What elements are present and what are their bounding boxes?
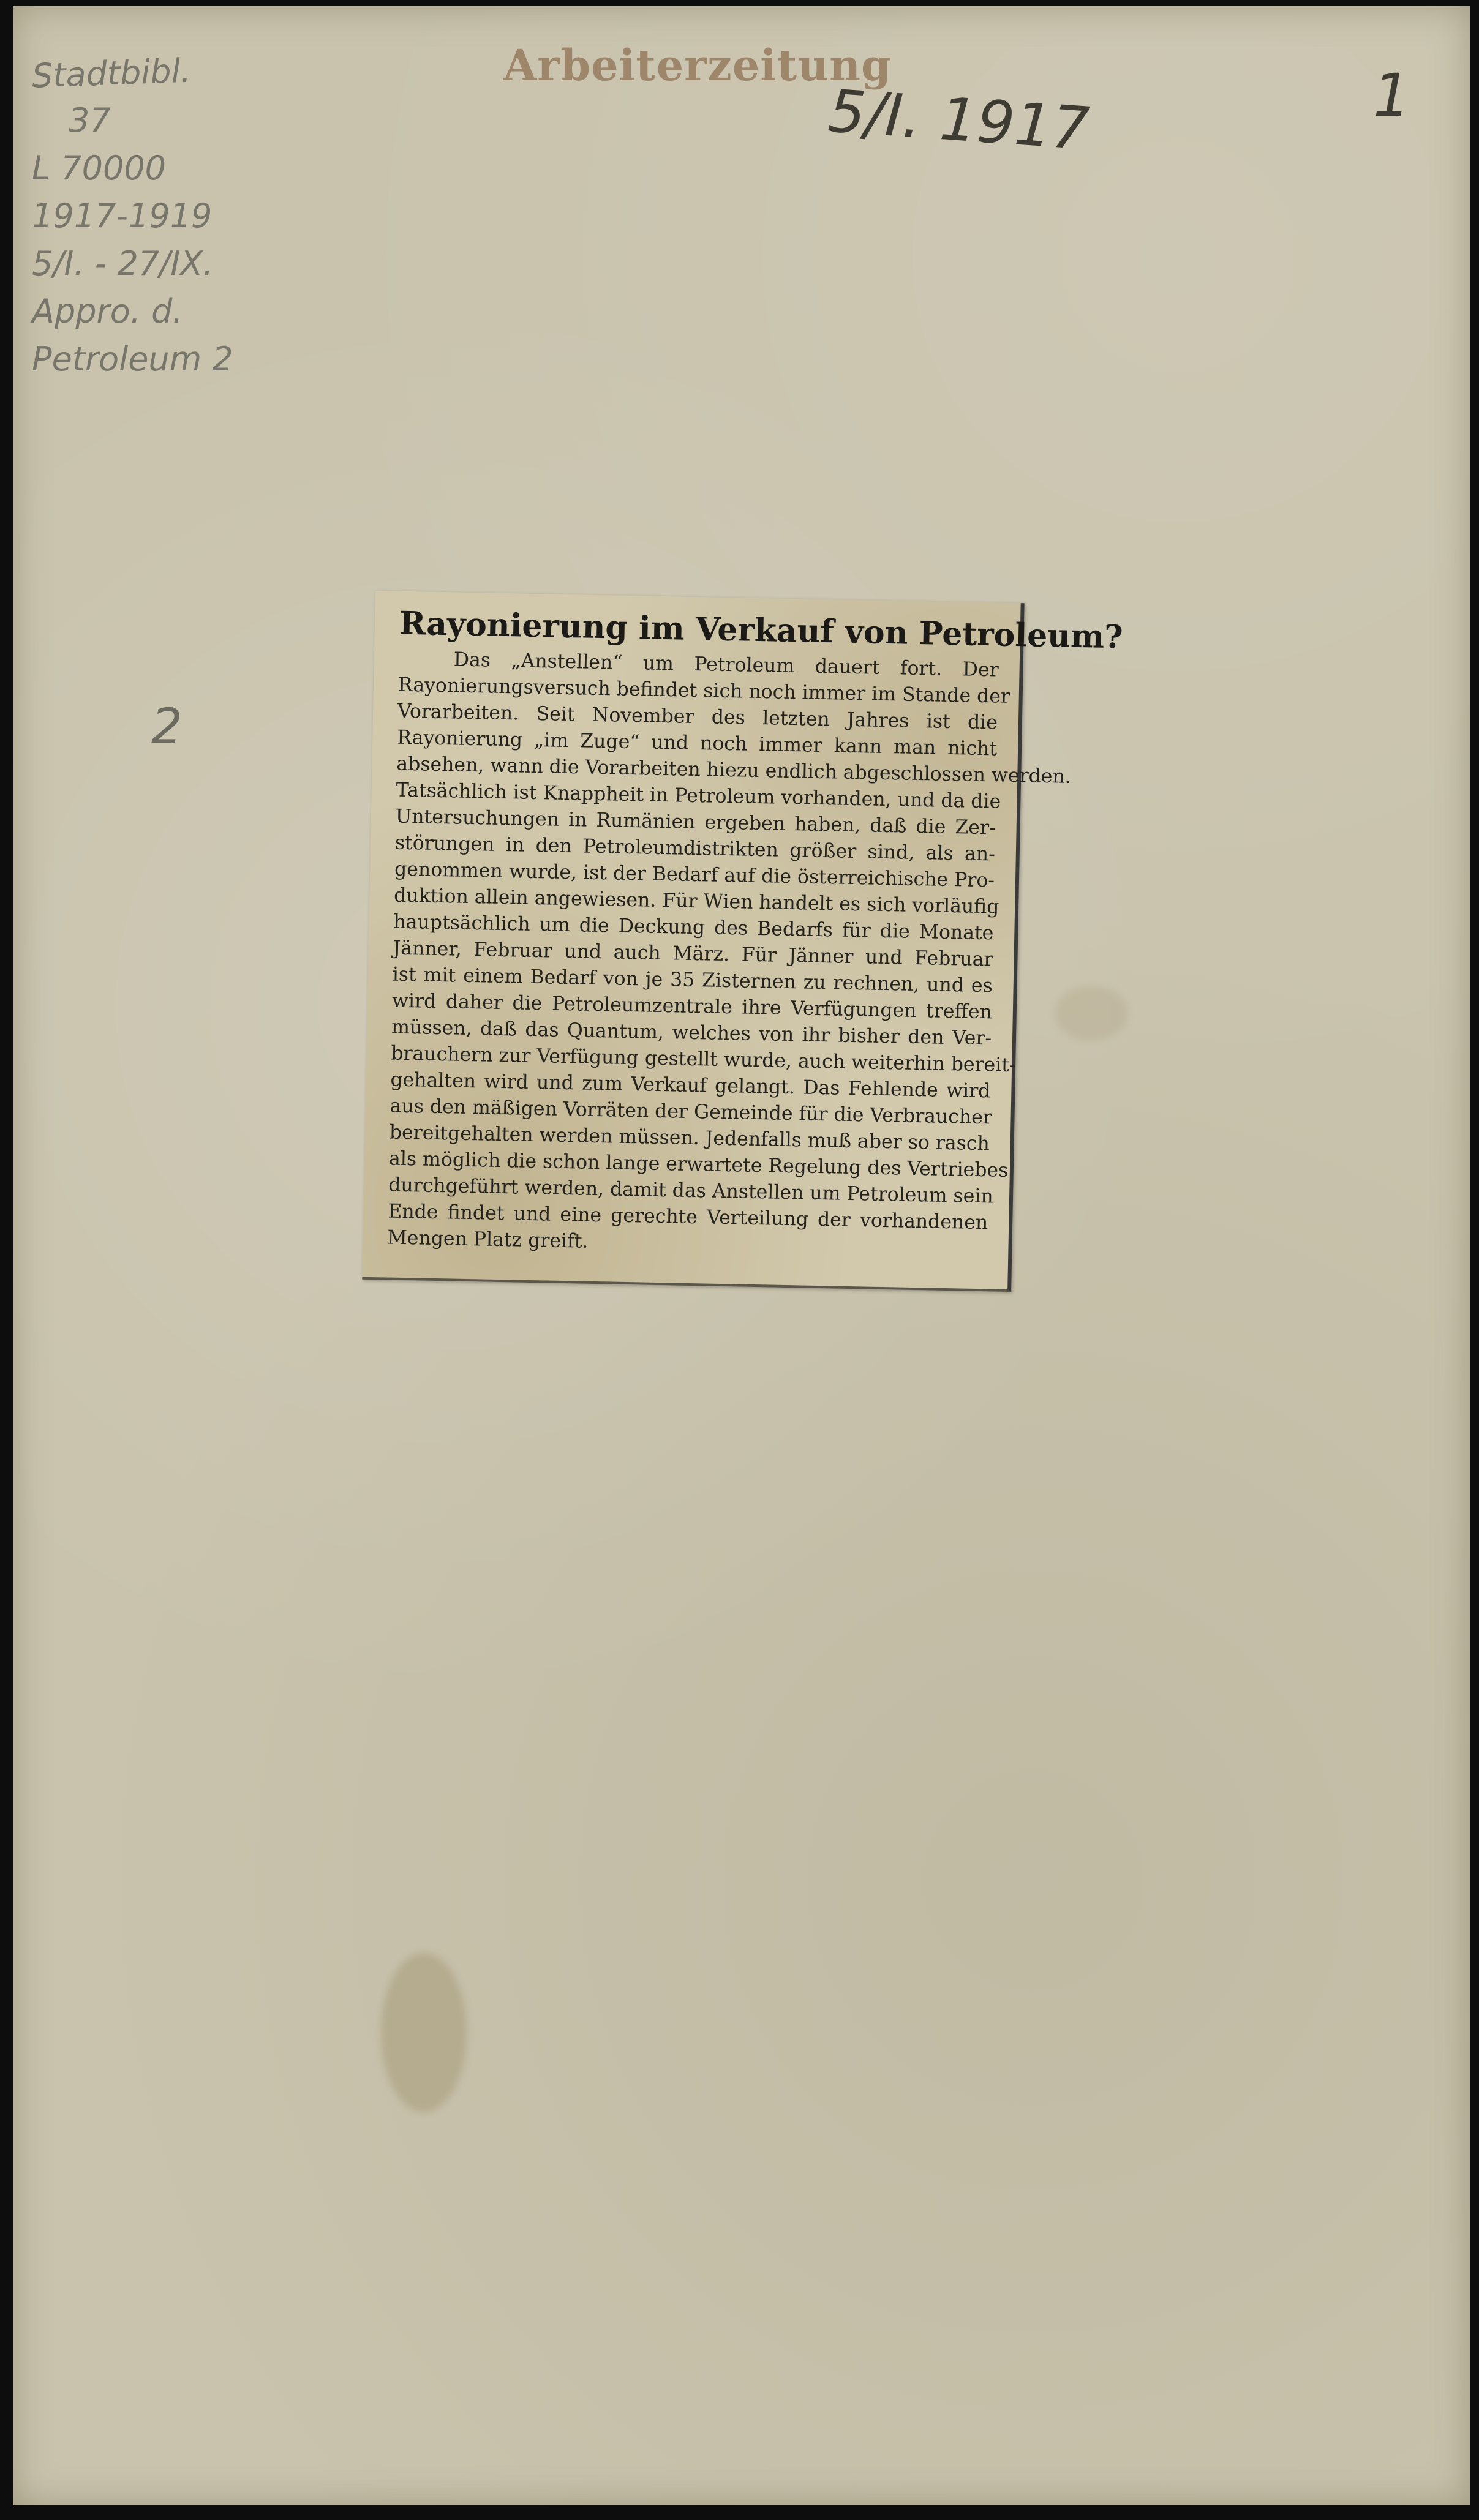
clipping-line: störungen in den Petroleumdistrikten größer sind, als an- bbox=[394, 831, 996, 866]
newspaper-clipping bbox=[362, 591, 1124, 1292]
clipping-line: wird daher die Petroleumzentrale ihre Verfügungen treffen bbox=[391, 989, 993, 1024]
clipping-line: aus den mäßigen Vorräten der Gemeinde für die Verbraucher bbox=[390, 1095, 993, 1129]
clipping-line: müssen, daß das Quantum, welches von ihr bisher den Ver- bbox=[391, 1016, 992, 1050]
clipping-line: Rayonierungsversuch befindet sich noch immer im Stande der bbox=[397, 673, 1010, 708]
archive-sheet bbox=[13, 6, 1470, 2505]
pencil-line: L 70000 bbox=[32, 149, 167, 187]
clipping-line: Tatsächlich ist Knappheit in Petroleum vorhanden, und da die bbox=[396, 779, 1001, 813]
pencil-line: Stadtbibl. bbox=[31, 51, 192, 96]
clipping-line: gehalten wird und zum Verkauf gelangt. Das Fehlende wird bbox=[390, 1068, 991, 1103]
pencil-line: 5/I. - 27/IX. bbox=[32, 244, 214, 283]
clipping-line: als möglich die schon lange erwartete Regelung des Vertriebes bbox=[388, 1147, 1009, 1182]
pencil-line: Appro. d. bbox=[32, 292, 183, 331]
clipping-line: durchgeführt werden, damit das Anstellen um Petroleum sein bbox=[388, 1174, 994, 1208]
clipping-line: Vorarbeiten. Seit November des letzten Jahres ist die bbox=[397, 700, 998, 734]
clipping-title: Rayonierung im Verkauf von Petroleum? bbox=[399, 604, 1124, 656]
clipping-line: Ende findet und eine gerechte Verteilung der vorhandenen bbox=[388, 1200, 988, 1234]
handwritten-date: 5/I. 1917 bbox=[826, 77, 1092, 163]
clipping-line: Jänner, Februar und auch März. Für Jänner und Februar bbox=[393, 937, 993, 971]
clipping-line: absehen, wann die Vorarbeiten hiezu endlich abgeschlossen werden. bbox=[396, 752, 1072, 788]
pencil-archive-note bbox=[32, 49, 233, 383]
clipping-line: duktion allein angewiesen. Für Wien handelt es sich vorläufig bbox=[394, 884, 999, 918]
clipping-line: Das „Anstellen“ um Petroleum dauert fort. Der bbox=[453, 648, 999, 681]
clipping-line: ist mit einem Bedarf von je 35 Zisternen zu rechnen, und es bbox=[392, 963, 993, 997]
pencil-line: 37 bbox=[69, 101, 111, 140]
clipping-line: Mengen Platz greift. bbox=[387, 1226, 589, 1253]
clipping-body bbox=[387, 646, 1072, 1263]
pencil-line: Petroleum 2 bbox=[32, 340, 233, 378]
clipping-line: Rayonierung „im Zuge“ und noch immer kann man nicht bbox=[396, 726, 998, 760]
newspaper-stamp: Arbeiterzeitung bbox=[503, 40, 892, 91]
page-number: 1 bbox=[1373, 61, 1411, 130]
margin-number: 2 bbox=[151, 698, 183, 755]
clipping-line: genommen wurde, ist der Bedarf auf die österreichische Pro- bbox=[394, 858, 995, 892]
clipping-line: Untersuchungen in Rumänien ergeben haben, daß die Zer- bbox=[395, 805, 996, 839]
pencil-line: 1917-1919 bbox=[32, 197, 213, 235]
clipping-line: bereitgehalten werden müssen. Jedenfalls muß aber so rasch bbox=[389, 1121, 990, 1155]
clipping-line: brauchern zur Verfügung gestellt wurde, auch weiterhin bereit- bbox=[391, 1042, 1016, 1077]
stain bbox=[1055, 986, 1128, 1041]
clipping-line: hauptsächlich um die Deckung des Bedarfs für die Monate bbox=[393, 910, 994, 945]
stain bbox=[381, 1953, 467, 2112]
